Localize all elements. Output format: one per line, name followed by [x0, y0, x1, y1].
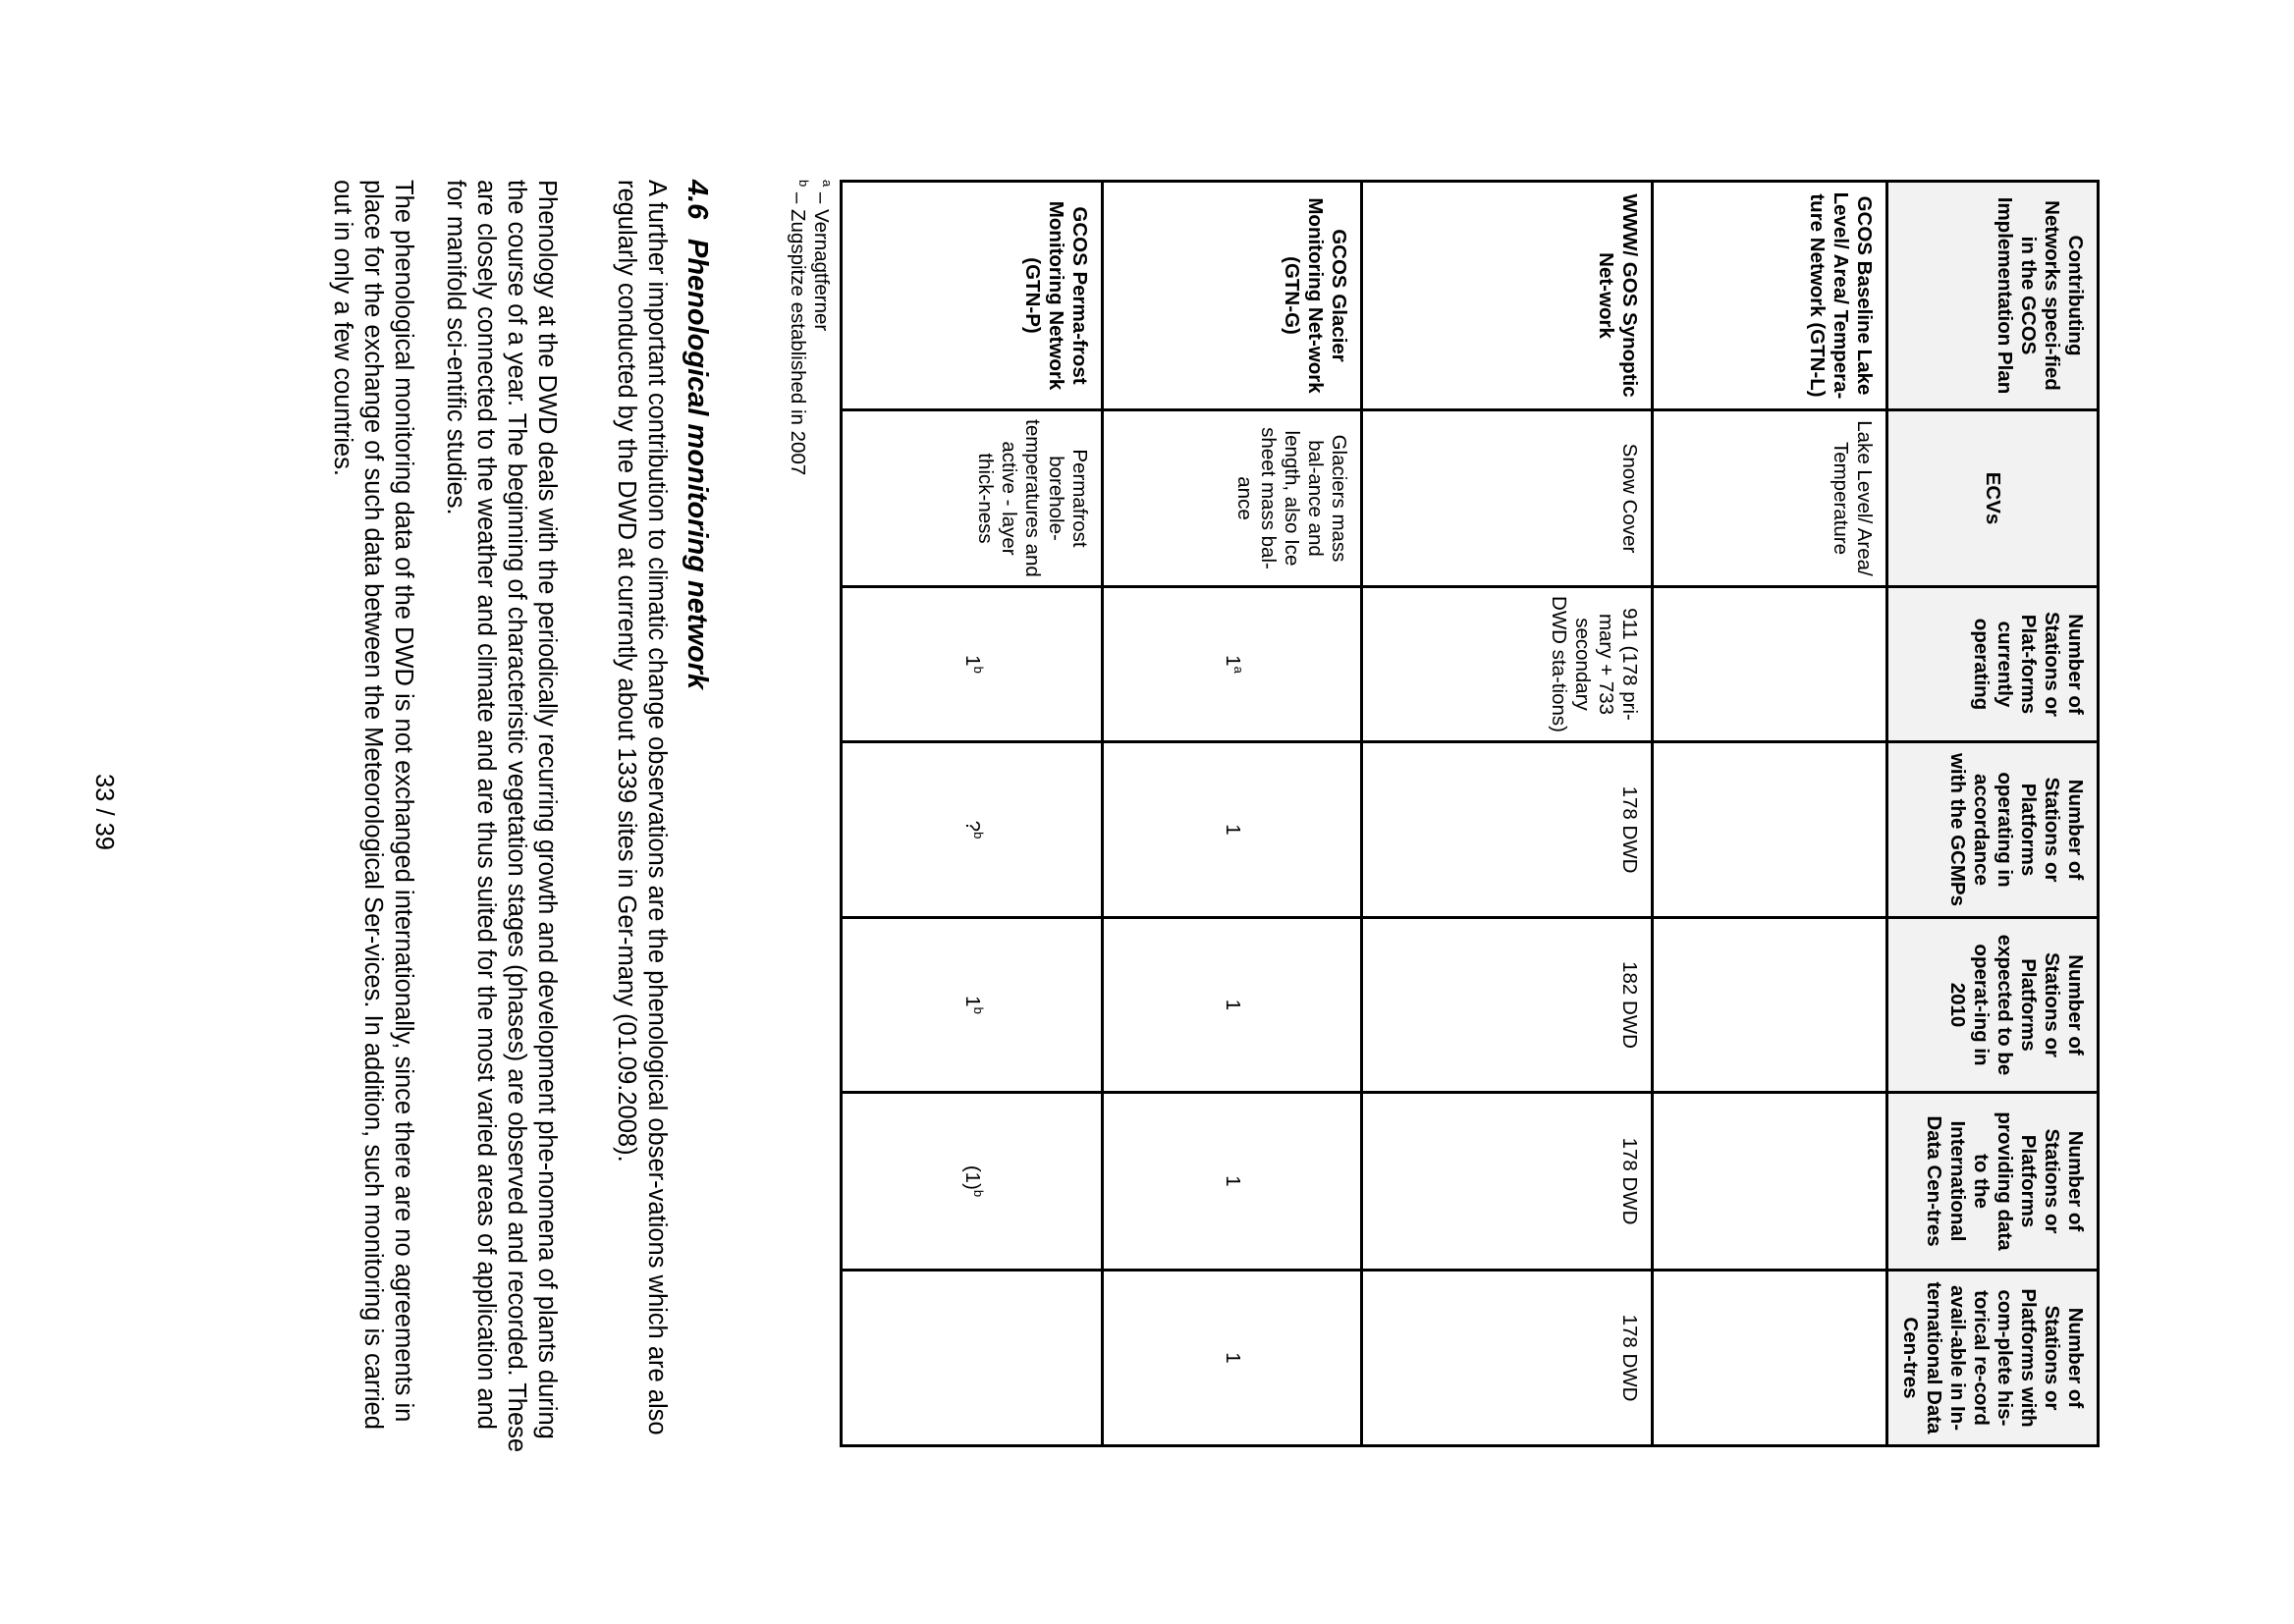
network-cell: GCOS Baseline Lake Level/ Area/ Tempera-ture Network (GTN-L) [1652, 182, 1886, 410]
current-cell [1362, 587, 1653, 742]
gcos-networks-table [840, 180, 2100, 1447]
complete-cell: 1 [1103, 1271, 1362, 1446]
cell-value: ? [960, 820, 984, 833]
cell-value: 178 DWD [1617, 1137, 1641, 1225]
footnote-ref: b [970, 1189, 986, 1198]
table-header-row [1887, 182, 2099, 1446]
column-header: Number of Stations or Platforms with com-plete his-torical re-cord avail-able in In-ternational Data Cen-tres [1887, 1271, 2099, 1446]
gcmp-cell [1103, 742, 1362, 918]
footnote-b [786, 180, 809, 475]
cell-value: 1 [960, 996, 984, 1007]
current-cell [1652, 587, 1886, 742]
ecv-cell: Permafrost borehole-temperatures and active - layer thick-ness [842, 410, 1103, 587]
ecv-cell: Lake Level/ Area/ Temperature [1652, 410, 1886, 587]
current-cell [1103, 587, 1362, 742]
cell-value: 182 DWD [1617, 961, 1641, 1049]
current-cell [842, 587, 1103, 742]
paragraph: Phenology at the DWD deals with the periodically recurring growth and development phe-nomena of plants during the course of a year. The beginning of characteristic vegetation stages (phases) are observed and recorded. These are closely connected to the weather and climate and are thus suited for the most varied areas of application and for manifold sci-entific studies. [442, 180, 561, 1453]
ecv-cell: Glaciers mass bal-ance and length, also Ice sheet mass bal-ance [1103, 410, 1362, 587]
gcmp-cell [1362, 742, 1653, 918]
footnote-text: – Zugspitze established in 2007 [787, 187, 809, 476]
footnote-ref: a [1230, 666, 1246, 674]
footnote-text: – Vernagtferner [810, 187, 833, 332]
section-heading [680, 180, 715, 1456]
network-cell: WWW/ GOS Synoptic Net-work [1362, 182, 1653, 410]
expected-cell [1362, 918, 1653, 1093]
paragraph: A further important contribution to climatic change observations are the phenological obser-vations which are also regularly conducted by the DWD at currently about 1339 sites in Ger-many (01.09.2008). [613, 180, 671, 1435]
cell-value: 1 [1221, 824, 1244, 836]
expected-cell [842, 918, 1103, 1093]
paragraph: The phenological monitoring data of the DWD is not exchanged internationally, since there are no agreements in place for the exchange of such data between the Meteorological Ser-vices. In addition, such monitoring is carried out in only a few countries. [329, 180, 417, 1430]
footnote-ref: b [970, 832, 986, 839]
cell-value: 1 [1221, 999, 1244, 1011]
providing-cell [1652, 1093, 1886, 1271]
cell-value: 1 [1221, 655, 1244, 667]
section-number: 4.6 [682, 180, 713, 220]
footnote-ref: b [970, 666, 986, 674]
column-header: ECVs [1887, 410, 2099, 587]
column-header: Number of Stations or Platforms operating in accordance with the GCMPs [1887, 742, 2099, 918]
footnote-a [809, 180, 833, 331]
cell-value: 1 [960, 655, 984, 667]
table-row [842, 182, 1103, 1446]
table-row [1103, 182, 1362, 1446]
expected-cell [1103, 918, 1362, 1093]
providing-cell [1103, 1093, 1362, 1271]
page-number: 33 / 39 [90, 774, 118, 850]
table-row [1652, 182, 1886, 1446]
column-header: Contributing Networks speci-fied in the GCOS Implementation Plan [1887, 182, 2099, 410]
providing-cell [1362, 1093, 1653, 1271]
section-title: Phenological monitoring network [682, 239, 713, 690]
column-header: Number of Stations or Plat-forms currently operating [1887, 587, 2099, 742]
network-cell: GCOS Glacier Monitoring Net-work (GTN-G) [1103, 182, 1362, 410]
complete-cell [1652, 1271, 1886, 1446]
network-cell: GCOS Perma-frost Monitoring Network (GTN-P) [842, 182, 1103, 410]
cell-value: 178 DWD [1617, 785, 1641, 874]
column-header: Number of Stations or Platforms providing data to the International Data Cen-tres [1887, 1093, 2099, 1271]
gcmp-cell [1652, 742, 1886, 918]
footnote-ref: b [970, 1006, 986, 1014]
cell-value: 1 [1221, 1175, 1244, 1187]
complete-cell [842, 1271, 1103, 1446]
ecv-cell: Snow Cover [1362, 410, 1653, 587]
table-row [1362, 182, 1653, 1446]
column-header: Number of Stations or Platforms expected to be operat-ing in 2010 [1887, 918, 2099, 1093]
providing-cell [842, 1093, 1103, 1271]
cell-value: 911 (178 pri-mary + 733 secondary DWD sta-tions) [1547, 596, 1641, 732]
expected-cell [1652, 918, 1886, 1093]
complete-cell: 178 DWD [1362, 1271, 1653, 1446]
footnote-mark: a [819, 180, 835, 188]
footnote-mark: b [795, 180, 811, 188]
cell-value: (1) [960, 1164, 984, 1190]
gcmp-cell [842, 742, 1103, 918]
